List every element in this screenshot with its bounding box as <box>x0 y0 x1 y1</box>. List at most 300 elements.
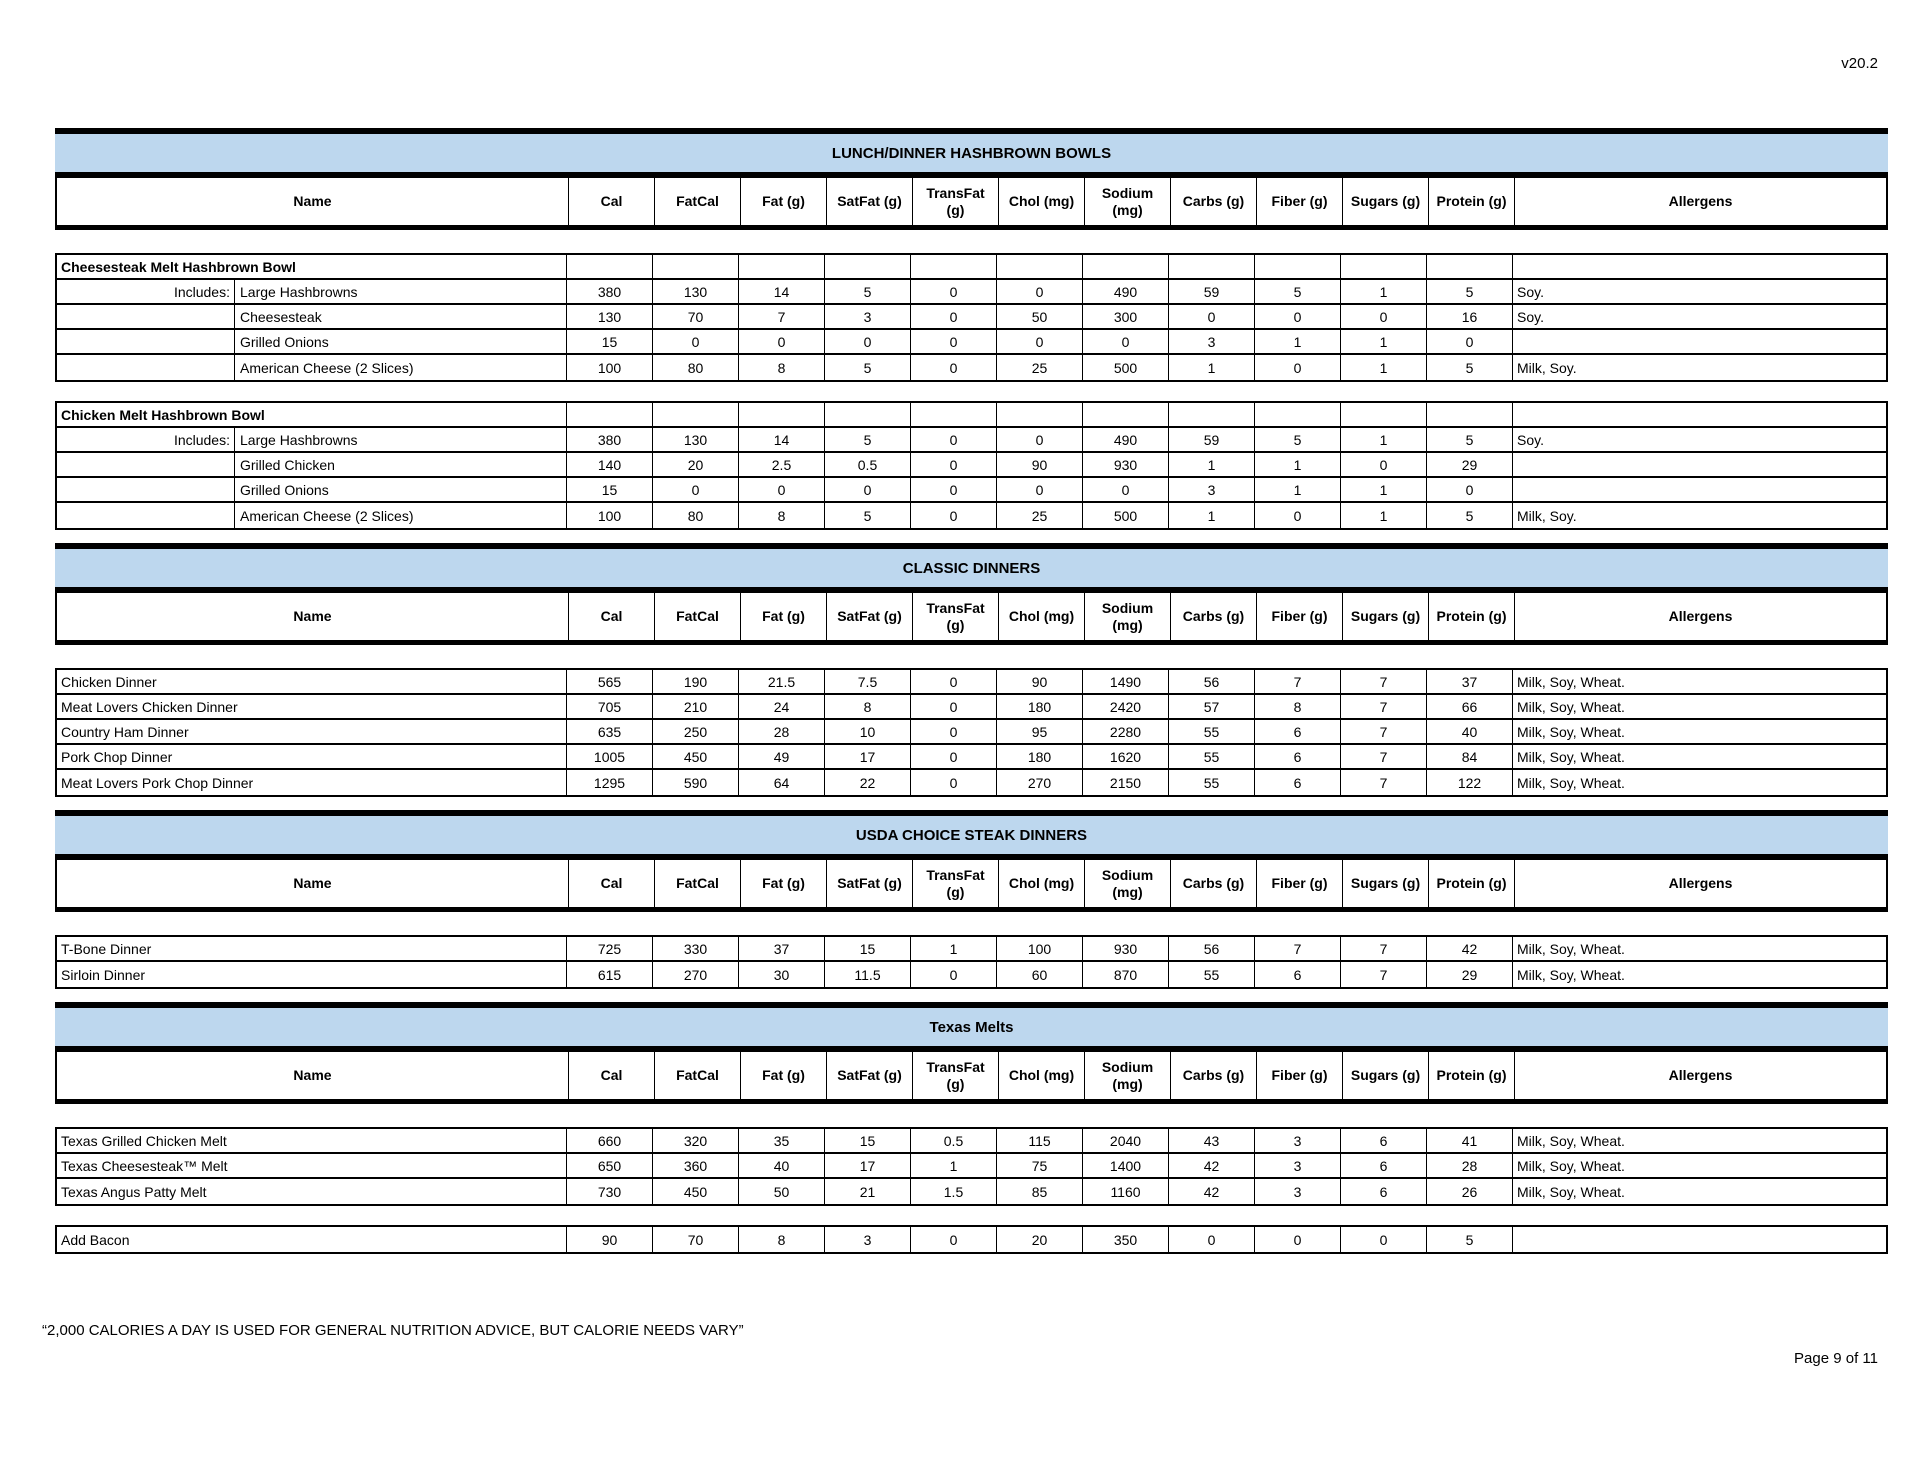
cell-value: 0 <box>1169 305 1255 328</box>
cell-value: 56 <box>1169 937 1255 960</box>
cell-value: 26 <box>1427 1179 1513 1204</box>
cell-allergens <box>1513 453 1886 476</box>
column-header: Protein (g) <box>1429 178 1515 225</box>
cell-name <box>57 305 567 328</box>
cell-allergens <box>1513 478 1886 501</box>
cell-value: 5 <box>825 355 911 380</box>
cell-value: 100 <box>997 937 1083 960</box>
cell-value: 0 <box>911 453 997 476</box>
cell-value: 15 <box>567 330 653 353</box>
cell-allergens <box>1513 1227 1886 1252</box>
table-row <box>57 962 1886 987</box>
column-header: Fat (g) <box>741 178 827 225</box>
cell-allergens <box>1513 403 1886 426</box>
column-header: Carbs (g) <box>1171 1052 1257 1099</box>
cell-value: 270 <box>997 770 1083 795</box>
table-row <box>57 280 1886 305</box>
cell-value: 0 <box>1255 1227 1341 1252</box>
includes-label <box>57 330 235 353</box>
cell-value: 0 <box>911 305 997 328</box>
cell-allergens: Milk, Soy, Wheat. <box>1517 966 1625 983</box>
cell-value: 0 <box>739 330 825 353</box>
cell-value: 21 <box>825 1179 911 1204</box>
cell-allergens: Soy. <box>1517 308 1544 325</box>
cell-value: 0 <box>1341 305 1427 328</box>
cell-value: 30 <box>739 962 825 987</box>
cell-value: 3 <box>1255 1154 1341 1177</box>
menu-section <box>55 1002 1888 1254</box>
cell-value: 90 <box>567 1227 653 1252</box>
cell-value <box>1255 255 1341 278</box>
table-row <box>57 453 1886 478</box>
column-header: SatFat (g) <box>827 1052 913 1099</box>
name-cell-split <box>57 428 566 451</box>
name-cell-split <box>57 280 566 303</box>
item-name: Grilled Chicken <box>240 456 335 473</box>
cell-value <box>911 255 997 278</box>
includes-label: Includes: <box>57 428 235 451</box>
column-header: Sodium (mg) <box>1085 860 1171 907</box>
cell-value: 350 <box>1083 1227 1169 1252</box>
includes-label <box>57 478 235 501</box>
cell-value: 20 <box>653 453 739 476</box>
cell-value: 360 <box>653 1154 739 1177</box>
column-header: Sugars (g) <box>1343 178 1429 225</box>
column-header: FatCal <box>655 1052 741 1099</box>
cell-name <box>57 355 567 380</box>
cell-value: 1 <box>1255 330 1341 353</box>
cell-value: 250 <box>653 720 739 743</box>
cell-value: 3 <box>1169 330 1255 353</box>
cell-value: 80 <box>653 355 739 380</box>
column-header: Cal <box>569 1052 655 1099</box>
menu-section <box>55 810 1888 989</box>
cell-value: 2.5 <box>739 453 825 476</box>
cell-value: 7 <box>1341 745 1427 768</box>
cell-value: 705 <box>567 695 653 718</box>
column-header: TransFat (g) <box>913 1052 999 1099</box>
table-block <box>55 1225 1888 1254</box>
cell-value: 55 <box>1169 962 1255 987</box>
cell-name: Texas Angus Patty Melt <box>57 1179 567 1204</box>
column-header: SatFat (g) <box>827 593 913 640</box>
column-header: Sodium (mg) <box>1085 593 1171 640</box>
cell-value: 930 <box>1083 937 1169 960</box>
column-header: TransFat (g) <box>913 178 999 225</box>
column-header: Chol (mg) <box>999 860 1085 907</box>
section-title-band <box>55 543 1888 593</box>
cell-value: 1 <box>1341 280 1427 303</box>
cell-value: 15 <box>825 1129 911 1152</box>
column-header: SatFat (g) <box>827 178 913 225</box>
cell-value <box>1083 255 1169 278</box>
cell-value: 0 <box>997 280 1083 303</box>
item-name: Large Hashbrowns <box>240 431 358 448</box>
cell-value: 730 <box>567 1179 653 1204</box>
cell-value: 100 <box>567 355 653 380</box>
cell-value: 70 <box>653 1227 739 1252</box>
cell-value: 1.5 <box>911 1179 997 1204</box>
table-block <box>55 935 1888 989</box>
cell-value: 5 <box>1427 503 1513 528</box>
cell-value: 2420 <box>1083 695 1169 718</box>
cell-value: 55 <box>1169 770 1255 795</box>
cell-value: 1 <box>911 937 997 960</box>
cell-value: 28 <box>1427 1154 1513 1177</box>
cell-value: 0 <box>997 428 1083 451</box>
version-label: v20.2 <box>1841 55 1878 72</box>
table-row <box>57 478 1886 503</box>
cell-name: Sirloin Dinner <box>57 962 567 987</box>
cell-value: 3 <box>825 1227 911 1252</box>
cell-value: 22 <box>825 770 911 795</box>
group-header-row <box>57 255 1886 280</box>
cell-value: 100 <box>567 503 653 528</box>
cell-value: 330 <box>653 937 739 960</box>
cell-value: 95 <box>997 720 1083 743</box>
table-row <box>57 1179 1886 1204</box>
cell-allergens: Soy. <box>1517 283 1544 300</box>
cell-value: 5 <box>825 280 911 303</box>
cell-value: 490 <box>1083 428 1169 451</box>
section-title: CLASSIC DINNERS <box>902 559 1041 577</box>
cell-name <box>57 428 567 451</box>
column-header: Protein (g) <box>1429 860 1515 907</box>
cell-value: 0 <box>911 330 997 353</box>
cell-value: 57 <box>1169 695 1255 718</box>
cell-value: 1 <box>1341 330 1427 353</box>
column-header-row <box>55 1052 1888 1104</box>
menu-section <box>55 543 1888 797</box>
table-row <box>57 720 1886 745</box>
column-header: TransFat (g) <box>913 593 999 640</box>
column-header: Sugars (g) <box>1343 860 1429 907</box>
cell-value: 29 <box>1427 962 1513 987</box>
cell-value: 16 <box>1427 305 1513 328</box>
cell-value: 84 <box>1427 745 1513 768</box>
cell-value: 115 <box>997 1129 1083 1152</box>
cell-value: 90 <box>997 670 1083 693</box>
cell-name: Texas Cheesesteak™ Melt <box>57 1154 567 1177</box>
column-header: Chol (mg) <box>999 178 1085 225</box>
cell-value: 1 <box>911 1154 997 1177</box>
cell-value: 0 <box>1255 305 1341 328</box>
cell-allergens: Soy. <box>1517 431 1544 448</box>
cell-value: 650 <box>567 1154 653 1177</box>
cell-name: Meat Lovers Pork Chop Dinner <box>57 770 567 795</box>
cell-value <box>1341 403 1427 426</box>
cell-value <box>1169 403 1255 426</box>
cell-value: 0 <box>911 770 997 795</box>
cell-value <box>1427 403 1513 426</box>
cell-value: 42 <box>1427 937 1513 960</box>
cell-value: 66 <box>1427 695 1513 718</box>
cell-value: 0 <box>997 478 1083 501</box>
column-header: FatCal <box>655 178 741 225</box>
cell-value <box>1341 255 1427 278</box>
cell-allergens: Milk, Soy, Wheat. <box>1517 940 1625 957</box>
cell-name: Texas Grilled Chicken Melt <box>57 1129 567 1152</box>
cell-value: 8 <box>1255 695 1341 718</box>
cell-value: 7.5 <box>825 670 911 693</box>
cell-value <box>653 255 739 278</box>
table-row <box>57 695 1886 720</box>
cell-value: 1 <box>1341 503 1427 528</box>
cell-value: 130 <box>653 280 739 303</box>
column-header: Fat (g) <box>741 860 827 907</box>
cell-allergens: Milk, Soy, Wheat. <box>1517 774 1625 791</box>
column-header: Protein (g) <box>1429 593 1515 640</box>
cell-value: 25 <box>997 503 1083 528</box>
cell-value: 180 <box>997 695 1083 718</box>
includes-label <box>57 503 235 528</box>
cell-value: 0 <box>911 962 997 987</box>
column-header: Name <box>57 178 569 225</box>
cell-value: 5 <box>825 428 911 451</box>
cell-value: 1 <box>1255 453 1341 476</box>
cell-allergens: Milk, Soy, Wheat. <box>1517 723 1625 740</box>
cell-allergens: Milk, Soy. <box>1517 359 1577 376</box>
cell-value: 270 <box>653 962 739 987</box>
column-header: Sugars (g) <box>1343 1052 1429 1099</box>
table-block <box>55 1127 1888 1206</box>
name-cell-split <box>57 355 566 380</box>
includes-label <box>57 453 235 476</box>
name-cell-split <box>57 453 566 476</box>
cell-value: 0 <box>1255 355 1341 380</box>
cell-group-name: Cheesesteak Melt Hashbrown Bowl <box>57 255 567 278</box>
cell-name <box>57 330 567 353</box>
section-title: Texas Melts <box>929 1018 1014 1036</box>
item-name: American Cheese (2 Slices) <box>240 507 414 524</box>
cell-value: 5 <box>1255 280 1341 303</box>
cell-value: 0 <box>1341 1227 1427 1252</box>
cell-value: 140 <box>567 453 653 476</box>
column-header: Carbs (g) <box>1171 593 1257 640</box>
column-header: Sodium (mg) <box>1085 1052 1171 1099</box>
cell-value <box>997 255 1083 278</box>
name-cell-split <box>57 330 566 353</box>
cell-value: 1490 <box>1083 670 1169 693</box>
cell-value: 1160 <box>1083 1179 1169 1204</box>
cell-value: 0 <box>1083 478 1169 501</box>
cell-value: 37 <box>739 937 825 960</box>
cell-value: 130 <box>653 428 739 451</box>
name-cell-split <box>57 503 566 528</box>
includes-label <box>57 355 235 380</box>
column-header: Fiber (g) <box>1257 178 1343 225</box>
cell-value: 37 <box>1427 670 1513 693</box>
column-header: Sugars (g) <box>1343 593 1429 640</box>
cell-value: 0 <box>911 355 997 380</box>
cell-value: 90 <box>997 453 1083 476</box>
cell-value: 635 <box>567 720 653 743</box>
column-header: Sodium (mg) <box>1085 178 1171 225</box>
cell-value: 0 <box>1427 478 1513 501</box>
cell-value <box>739 255 825 278</box>
cell-value <box>1169 255 1255 278</box>
column-header: TransFat (g) <box>913 860 999 907</box>
cell-value: 490 <box>1083 280 1169 303</box>
cell-value: 0 <box>1083 330 1169 353</box>
column-header: Chol (mg) <box>999 1052 1085 1099</box>
cell-value: 28 <box>739 720 825 743</box>
cell-value: 0 <box>911 503 997 528</box>
cell-value: 11.5 <box>825 962 911 987</box>
cell-value: 500 <box>1083 355 1169 380</box>
item-name: Grilled Onions <box>240 333 329 350</box>
cell-value <box>825 403 911 426</box>
table-row <box>57 937 1886 962</box>
table-row <box>57 1129 1886 1154</box>
column-header: FatCal <box>655 593 741 640</box>
item-name: Large Hashbrowns <box>240 283 358 300</box>
cell-allergens: Milk, Soy, Wheat. <box>1517 748 1625 765</box>
cell-value: 0 <box>911 745 997 768</box>
cell-value: 25 <box>997 355 1083 380</box>
section-title-band <box>55 128 1888 178</box>
cell-value: 450 <box>653 745 739 768</box>
cell-value: 6 <box>1341 1179 1427 1204</box>
cell-name: Meat Lovers Chicken Dinner <box>57 695 567 718</box>
cell-value: 6 <box>1255 770 1341 795</box>
cell-value: 5 <box>1427 428 1513 451</box>
cell-value: 0 <box>739 478 825 501</box>
cell-allergens: Milk, Soy. <box>1517 507 1577 524</box>
cell-value: 725 <box>567 937 653 960</box>
cell-value: 380 <box>567 428 653 451</box>
table-block <box>55 401 1888 530</box>
table-row <box>57 745 1886 770</box>
name-cell-split <box>57 478 566 501</box>
column-header: Protein (g) <box>1429 1052 1515 1099</box>
column-header: Allergens <box>1668 193 1733 210</box>
cell-value: 320 <box>653 1129 739 1152</box>
column-header: Cal <box>569 593 655 640</box>
cell-name: Country Ham Dinner <box>57 720 567 743</box>
column-header: Name <box>57 860 569 907</box>
cell-value: 50 <box>739 1179 825 1204</box>
column-header-row <box>55 178 1888 230</box>
cell-allergens: Milk, Soy, Wheat. <box>1517 673 1625 690</box>
cell-value: 64 <box>739 770 825 795</box>
cell-name: Chicken Dinner <box>57 670 567 693</box>
cell-name <box>57 478 567 501</box>
column-header-row <box>55 593 1888 645</box>
table-row <box>57 330 1886 355</box>
table-row <box>57 1154 1886 1179</box>
cell-value: 3 <box>825 305 911 328</box>
cell-value: 10 <box>825 720 911 743</box>
cell-value: 190 <box>653 670 739 693</box>
cell-value: 7 <box>1341 695 1427 718</box>
calorie-disclaimer: “2,000 CALORIES A DAY IS USED FOR GENERAL NUTRITION ADVICE, BUT CALORIE NEEDS VARY” <box>42 1322 744 1339</box>
cell-value: 8 <box>739 1227 825 1252</box>
cell-value: 130 <box>567 305 653 328</box>
menu-section <box>55 128 1888 530</box>
cell-value: 5 <box>1427 355 1513 380</box>
cell-value: 1 <box>1341 355 1427 380</box>
cell-value: 1 <box>1341 428 1427 451</box>
table-row <box>57 1227 1886 1252</box>
item-name: American Cheese (2 Slices) <box>240 359 414 376</box>
page-number: Page 9 of 11 <box>1794 1350 1878 1367</box>
cell-value <box>567 403 653 426</box>
cell-value: 1 <box>1169 355 1255 380</box>
cell-value: 660 <box>567 1129 653 1152</box>
section-title-band <box>55 810 1888 860</box>
cell-value: 1 <box>1169 453 1255 476</box>
cell-value: 1400 <box>1083 1154 1169 1177</box>
cell-value <box>997 403 1083 426</box>
group-header-row <box>57 403 1886 428</box>
cell-value <box>653 403 739 426</box>
cell-allergens: Milk, Soy, Wheat. <box>1517 1183 1625 1200</box>
column-header: Name <box>57 593 569 640</box>
cell-value: 7 <box>1341 720 1427 743</box>
cell-value: 14 <box>739 428 825 451</box>
table-row <box>57 503 1886 528</box>
cell-value: 1 <box>1169 503 1255 528</box>
cell-value: 380 <box>567 280 653 303</box>
cell-value: 3 <box>1255 1179 1341 1204</box>
column-header-row <box>55 860 1888 912</box>
section-title-band <box>55 1002 1888 1052</box>
item-name: Grilled Onions <box>240 481 329 498</box>
cell-value: 17 <box>825 1154 911 1177</box>
cell-name <box>57 503 567 528</box>
cell-value: 0 <box>1169 1227 1255 1252</box>
cell-value: 0 <box>1427 330 1513 353</box>
section-title: USDA CHOICE STEAK DINNERS <box>855 826 1088 844</box>
cell-value: 122 <box>1427 770 1513 795</box>
cell-value: 0 <box>653 330 739 353</box>
cell-value: 615 <box>567 962 653 987</box>
column-header: Carbs (g) <box>1171 860 1257 907</box>
table-row <box>57 670 1886 695</box>
column-header: Cal <box>569 860 655 907</box>
cell-value: 2150 <box>1083 770 1169 795</box>
cell-value: 6 <box>1341 1154 1427 1177</box>
cell-value: 0 <box>911 695 997 718</box>
cell-value <box>1255 403 1341 426</box>
cell-value: 49 <box>739 745 825 768</box>
cell-value: 35 <box>739 1129 825 1152</box>
cell-allergens <box>1513 330 1886 353</box>
cell-value: 6 <box>1255 745 1341 768</box>
cell-value: 0 <box>911 1227 997 1252</box>
cell-group-name: Chicken Melt Hashbrown Bowl <box>57 403 567 426</box>
cell-value: 7 <box>1341 670 1427 693</box>
cell-value: 1005 <box>567 745 653 768</box>
cell-allergens: Milk, Soy, Wheat. <box>1517 1132 1625 1149</box>
cell-allergens <box>1513 255 1886 278</box>
column-header: Fiber (g) <box>1257 860 1343 907</box>
cell-value: 24 <box>739 695 825 718</box>
cell-value: 8 <box>739 503 825 528</box>
cell-allergens: Milk, Soy, Wheat. <box>1517 1157 1625 1174</box>
cell-value: 43 <box>1169 1129 1255 1152</box>
cell-value: 300 <box>1083 305 1169 328</box>
cell-value: 85 <box>997 1179 1083 1204</box>
cell-value: 41 <box>1427 1129 1513 1152</box>
column-header: Chol (mg) <box>999 593 1085 640</box>
cell-value: 3 <box>1169 478 1255 501</box>
column-header: Fat (g) <box>741 593 827 640</box>
cell-value: 17 <box>825 745 911 768</box>
cell-value <box>911 403 997 426</box>
cell-value: 6 <box>1255 720 1341 743</box>
